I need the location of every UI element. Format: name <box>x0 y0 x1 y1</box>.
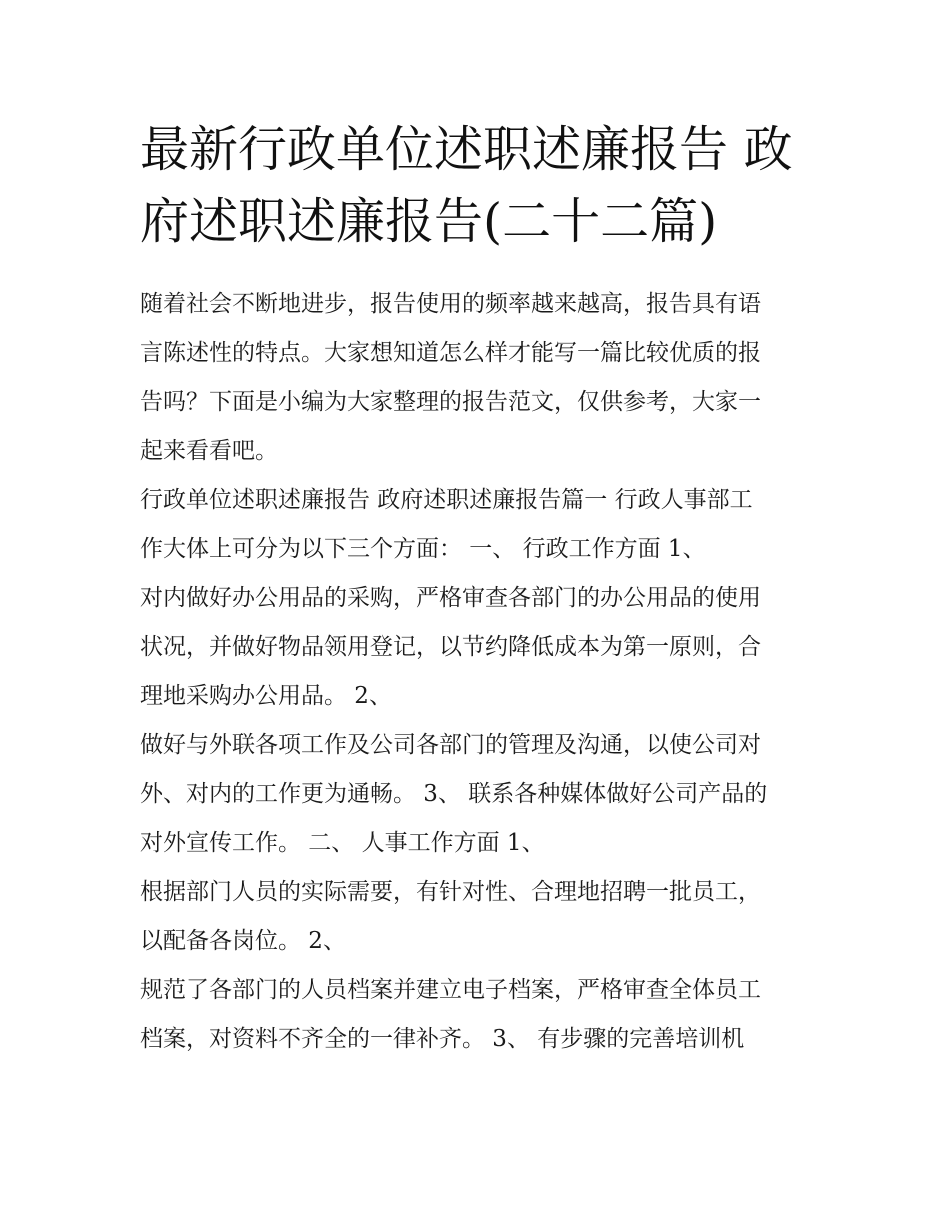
body-line: 随着社会不断地进步，报告使用的频率越来越高，报告具有语 <box>140 291 761 317</box>
document-body <box>140 280 830 1064</box>
body-line: 外、对内的工作更为通畅。 3、 联系各种媒体做好公司产品的 <box>140 781 768 807</box>
body-line: 作大体上可分为以下三个方面： 一、 行政工作方面 1、 <box>140 536 706 562</box>
body-line: 根据部门人员的实际需要，有针对性、合理地招聘一批员工， <box>140 879 761 905</box>
document-title <box>140 114 830 258</box>
title-line-1: 最新行政单位述职述廉报告 政 <box>140 121 793 178</box>
body-line: 对外宣传工作。 二、 人事工作方面 1、 <box>140 830 545 856</box>
body-line: 起来看看吧。 <box>140 438 278 464</box>
body-line: 理地采购办公用品。 2、 <box>140 683 392 709</box>
title-line-2: 府述职述廉报告(二十二篇) <box>140 193 718 250</box>
body-line: 规范了各部门的人员档案并建立电子档案，严格审查全体员工 <box>140 977 761 1003</box>
body-line: 行政单位述职述廉报告 政府述职述廉报告篇一 行政人事部工 <box>140 487 753 513</box>
body-line: 状况，并做好物品领用登记，以节约降低成本为第一原则，合 <box>140 634 761 660</box>
body-line: 告吗？下面是小编为大家整理的报告范文，仅供参考，大家一 <box>140 389 761 415</box>
body-line: 做好与外联各项工作及公司各部门的管理及沟通，以使公司对 <box>140 732 761 758</box>
body-line: 档案，对资料不齐全的一律补齐。 3、 有步骤的完善培训机 <box>140 1026 745 1052</box>
body-line: 言陈述性的特点。大家想知道怎么样才能写一篇比较优质的报 <box>140 340 761 366</box>
body-line: 对内做好办公用品的采购，严格审查各部门的办公用品的使用 <box>140 585 761 611</box>
body-line: 以配备各岗位。 2、 <box>140 928 346 954</box>
